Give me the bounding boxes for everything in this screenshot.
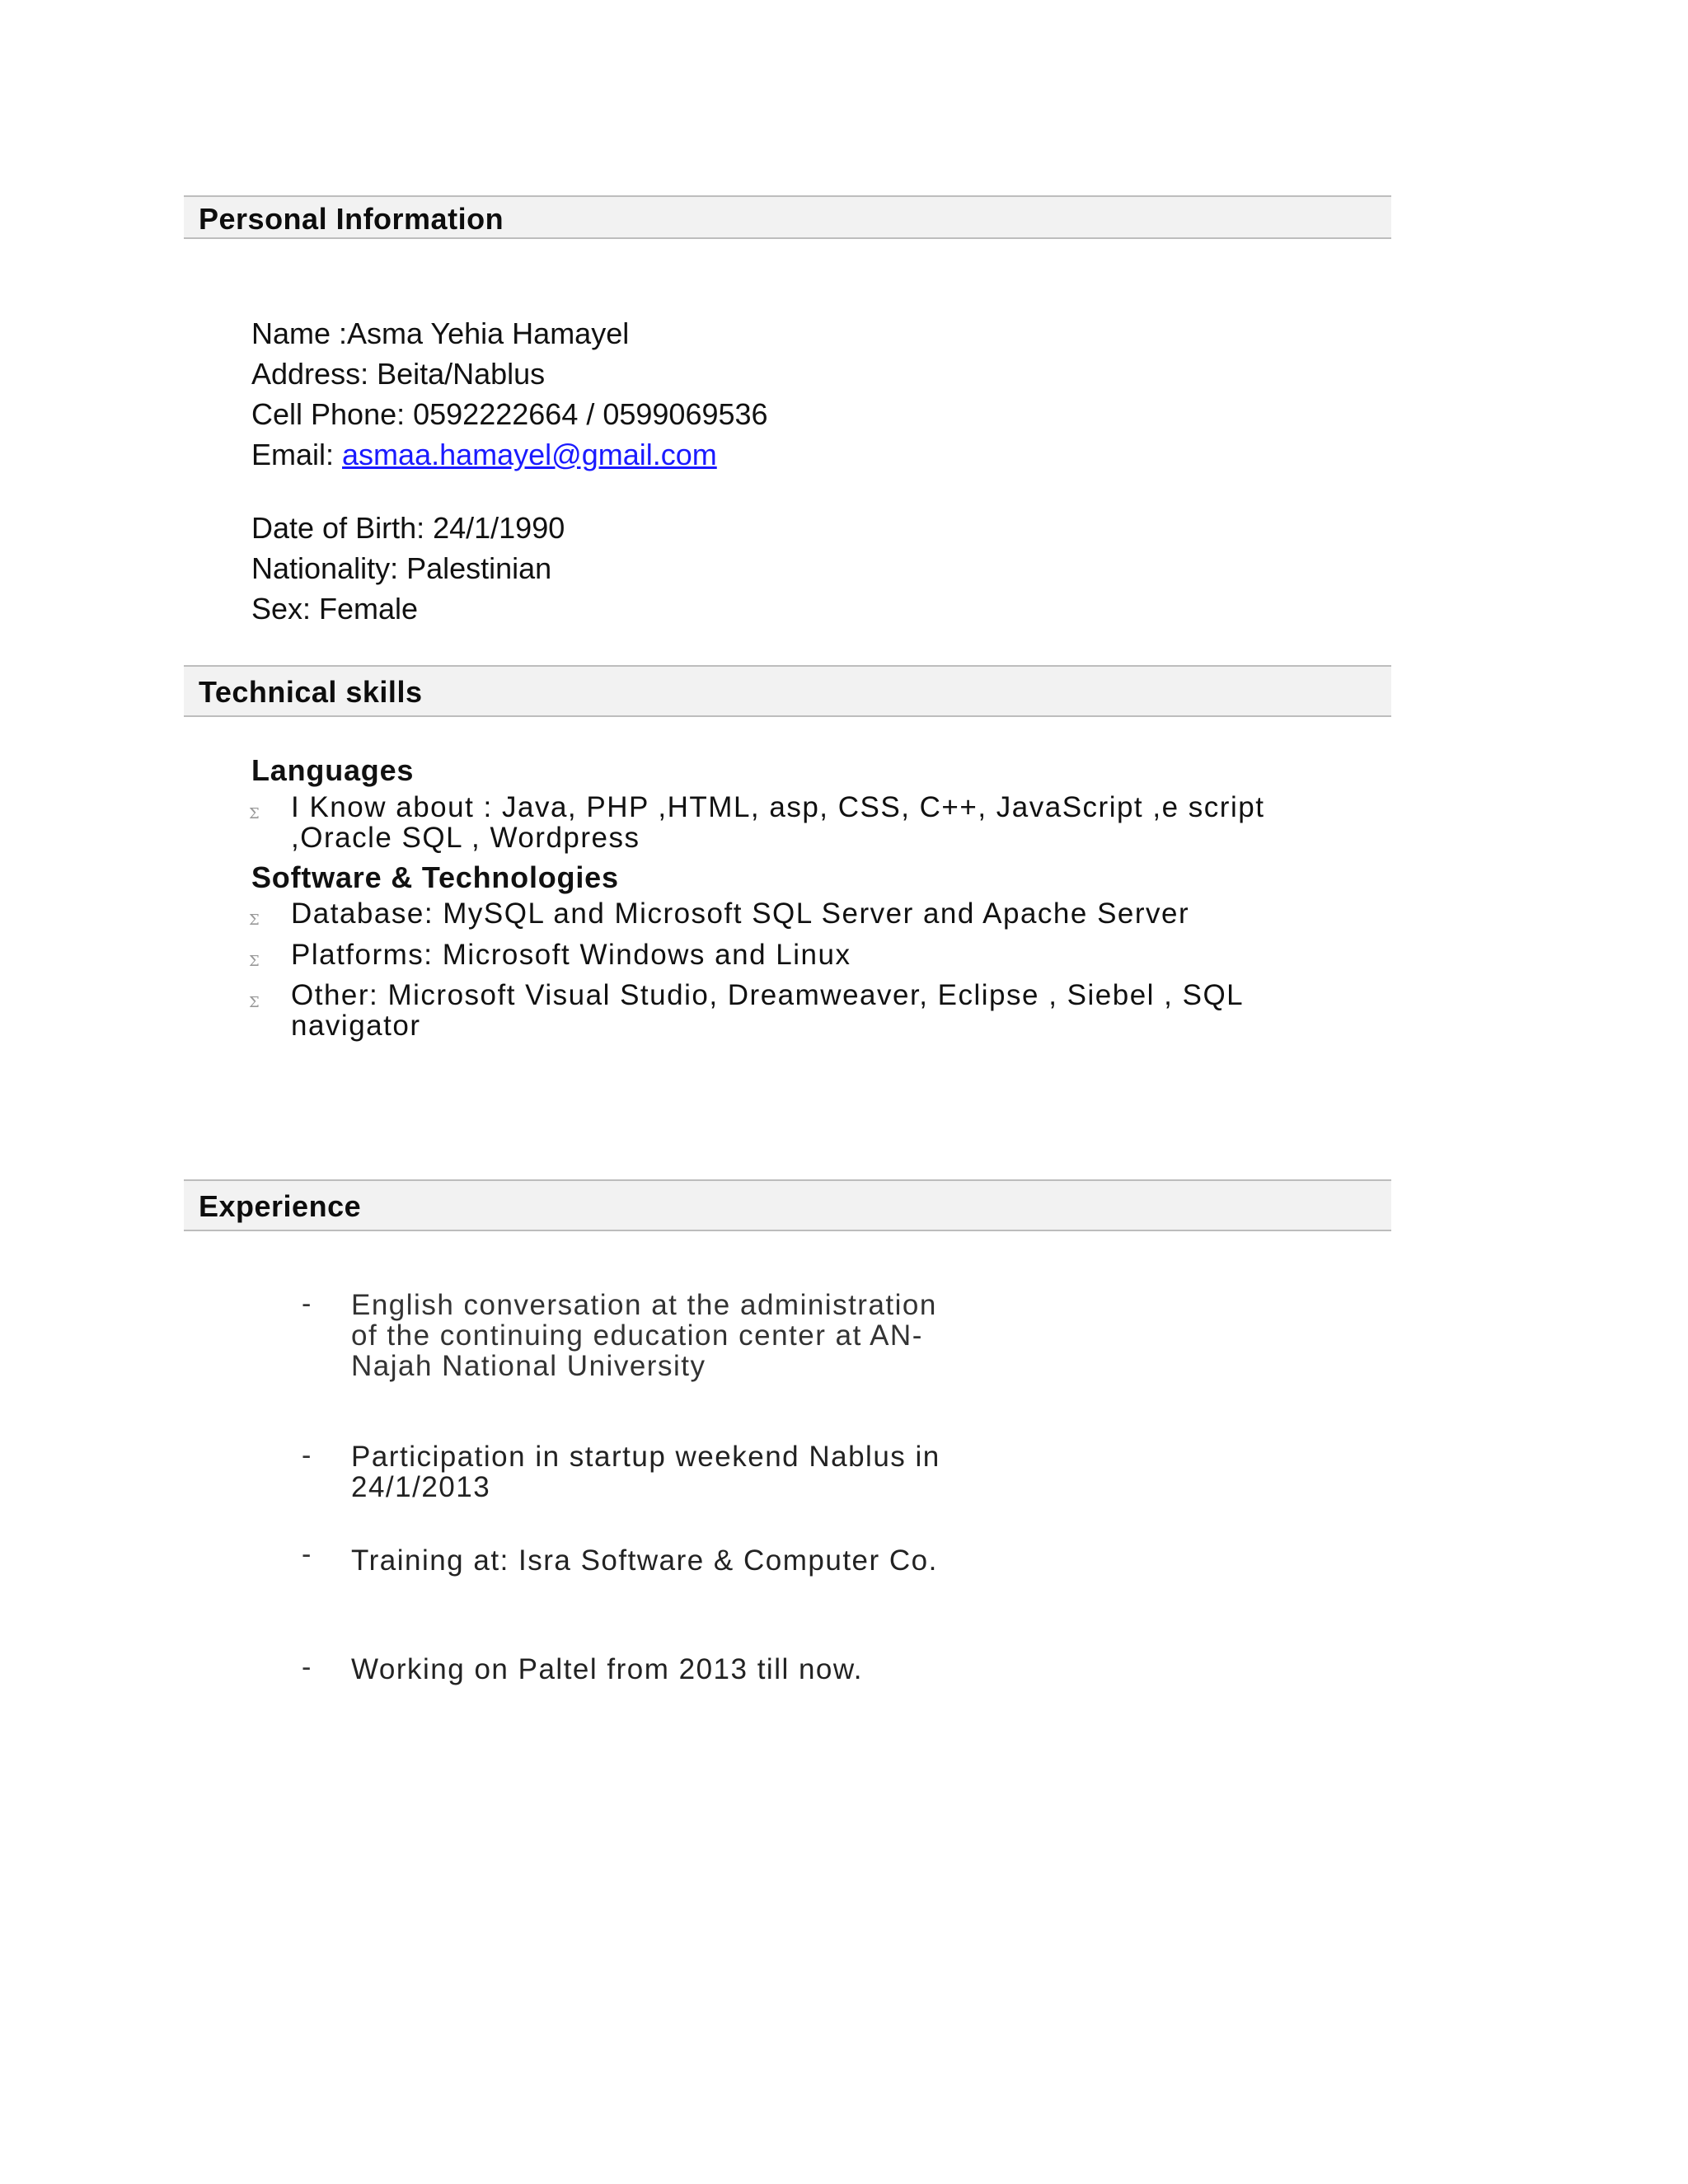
- experience-header: [184, 1179, 1391, 1231]
- section-title-technical-skills: Technical skills: [199, 675, 423, 709]
- experience-item-paltel: Working on Paltel from 2013 till now.: [351, 1653, 863, 1685]
- bullet-icon: Σ: [249, 994, 260, 1011]
- bullet-icon: Σ: [249, 912, 260, 929]
- sex-line: Sex: Female: [251, 592, 419, 626]
- dash-bullet-icon: -: [302, 1440, 312, 1471]
- software-technologies-heading: Software & Technologies: [251, 860, 619, 894]
- personal-information-header: [184, 195, 1391, 239]
- email-label: Email:: [251, 438, 343, 471]
- phone-line: Cell Phone: 0592222664 / 0599069536: [251, 397, 768, 431]
- email-link[interactable]: asmaa.hamayel@gmail.com: [342, 438, 717, 471]
- name-line: Name :Asma Yehia Hamayel: [251, 316, 630, 350]
- bullet-icon: Σ: [249, 805, 260, 823]
- nationality-line: Nationality: Palestinian: [251, 551, 552, 585]
- dash-bullet-icon: -: [302, 1288, 312, 1319]
- software-item-platforms: Platforms: Microsoft Windows and Linux: [291, 939, 851, 971]
- dash-bullet-icon: -: [302, 1652, 312, 1683]
- software-item-other: Other: Microsoft Visual Studio, Dreamweaver, Eclipse , Siebel , SQL navigator: [291, 979, 1243, 1042]
- technical-skills-header: [184, 665, 1391, 717]
- experience-item-english-conversation: English conversation at the administration of the continuing education center at AN-Najah National University: [351, 1289, 937, 1382]
- address-line: Address: Beita/Nablus: [251, 357, 546, 391]
- languages-item: I Know about : Java, PHP ,HTML, asp, CSS, C++, JavaScript ,e script ,Oracle SQL , Wordpress: [291, 791, 1265, 854]
- software-item-database: Database: MySQL and Microsoft SQL Server and Apache Server: [291, 898, 1190, 930]
- section-title-personal-information: Personal Information: [199, 202, 504, 236]
- date-of-birth-line: Date of Birth: 24/1/1990: [251, 511, 565, 545]
- section-title-experience: Experience: [199, 1189, 362, 1223]
- bullet-icon: Σ: [249, 953, 260, 970]
- experience-item-startup-weekend: Participation in startup weekend Nablus in 24/1/2013: [351, 1441, 940, 1503]
- dash-bullet-icon: -: [302, 1539, 312, 1570]
- languages-heading: Languages: [251, 753, 415, 787]
- email-line: [251, 438, 717, 471]
- experience-item-training: Training at: Isra Software & Computer Co.: [351, 1544, 938, 1577]
